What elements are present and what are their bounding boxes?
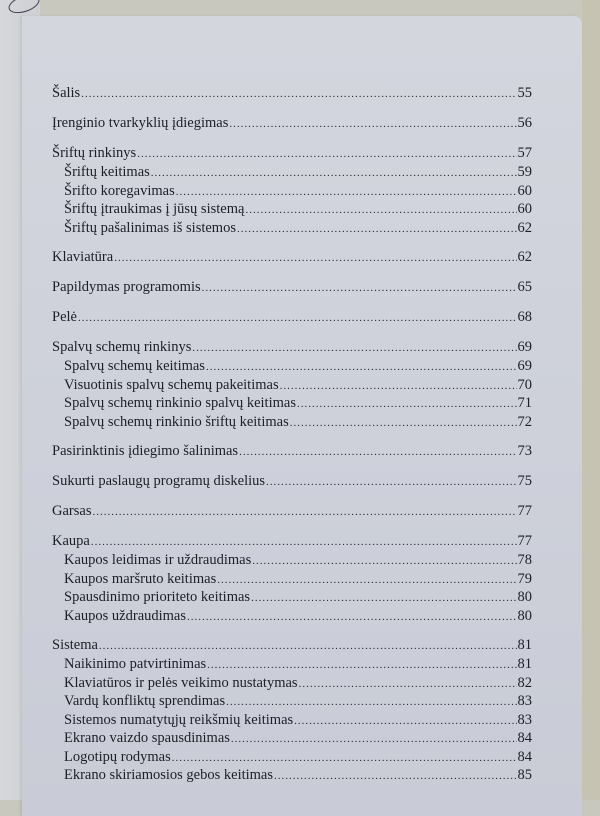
toc-page-number: 81 xyxy=(517,637,532,653)
toc-label: Šriftų rinkinys xyxy=(52,145,137,161)
leader-dots xyxy=(217,572,516,590)
toc-subentry xyxy=(52,201,532,220)
toc-entry xyxy=(52,84,532,104)
toc-label: Papildymas programomis xyxy=(52,279,201,295)
toc-page-number: 80 xyxy=(517,589,532,605)
toc-entry xyxy=(52,248,532,268)
toc-page-number: 60 xyxy=(517,182,532,199)
leader-dots xyxy=(239,443,516,462)
toc-page-number: 80 xyxy=(517,607,532,624)
leader-dots xyxy=(229,115,516,134)
toc-label: Vardų konfliktų sprendimas xyxy=(64,693,226,709)
toc-label: Šriftų pašalinimas iš sistemos xyxy=(64,219,236,236)
leader-dots xyxy=(280,378,517,396)
toc-page-number: 77 xyxy=(517,533,532,549)
toc-label: Pasirinktinis įdiegimo šalinimas xyxy=(52,443,239,459)
leader-dots xyxy=(226,694,516,712)
leader-dots xyxy=(187,609,516,627)
toc-entry xyxy=(52,636,532,656)
leader-dots xyxy=(202,279,517,298)
toc-page-number: 83 xyxy=(517,711,532,728)
toc-label: Naikinimo patvirtinimas xyxy=(64,656,207,672)
toc-page-number: 65 xyxy=(517,279,532,295)
toc-label: Kaupos maršruto keitimas xyxy=(64,570,217,587)
toc-page-number: 69 xyxy=(517,358,532,374)
toc-label: Ekrano vaizdo spausdinimas xyxy=(64,730,230,746)
toc-label: Visuotinis spalvų schemų pakeitimas xyxy=(64,376,279,393)
leader-dots xyxy=(237,221,517,239)
toc-entry xyxy=(52,144,532,164)
toc-page-number: 56 xyxy=(517,115,532,131)
toc-subentry xyxy=(52,608,532,627)
toc-subentry xyxy=(52,767,532,786)
leader-dots xyxy=(91,533,517,552)
leader-dots xyxy=(251,590,516,608)
toc-entry xyxy=(52,278,532,298)
toc-page-number: 70 xyxy=(517,376,532,393)
toc-page-number: 78 xyxy=(517,552,532,568)
leader-dots xyxy=(114,249,516,268)
toc-page-number: 71 xyxy=(517,395,532,411)
toc-label: Spausdinimo prioriteto keitimas xyxy=(64,589,251,605)
toc-page-number: 84 xyxy=(517,748,532,765)
leader-dots xyxy=(266,473,516,492)
toc-label: Spalvų schemų rinkinio spalvų keitimas xyxy=(64,395,296,411)
toc-label: Spalvų schemų keitimas xyxy=(64,358,205,374)
leader-dots xyxy=(231,731,517,749)
toc-page-number: 62 xyxy=(517,219,532,236)
toc-subentry xyxy=(52,749,532,768)
leader-dots xyxy=(207,657,516,675)
toc-subentry xyxy=(52,395,532,414)
leader-dots xyxy=(294,713,516,731)
leader-dots xyxy=(252,553,516,571)
toc-page-number: 72 xyxy=(517,413,532,430)
toc-page-number: 59 xyxy=(517,164,532,180)
toc-label: Sistema xyxy=(52,637,98,653)
leader-dots xyxy=(192,339,516,358)
toc-page-number: 60 xyxy=(517,201,532,217)
leader-dots xyxy=(172,750,517,768)
toc-page-number: 83 xyxy=(517,693,532,709)
toc-subentry xyxy=(52,712,532,731)
toc-label: Šalis xyxy=(52,85,81,101)
background-surface xyxy=(582,0,600,800)
toc-subentry xyxy=(52,589,532,608)
leader-dots xyxy=(245,202,516,220)
toc-subentry xyxy=(52,358,532,377)
leader-dots xyxy=(99,637,517,656)
toc-label: Šrifto koregavimas xyxy=(64,182,175,199)
leader-dots xyxy=(151,165,517,183)
toc-label: Klaviatūra xyxy=(52,249,114,265)
toc-label: Kaupos uždraudimas xyxy=(64,607,187,624)
toc-label: Sistemos numatytųjų reikšmių keitimas xyxy=(64,711,294,728)
toc-subentry xyxy=(52,656,532,675)
toc-label: Klaviatūros ir pelės veikimo nustatymas xyxy=(64,674,298,691)
toc-entry xyxy=(52,472,532,492)
toc-page-number: 82 xyxy=(517,674,532,691)
toc-subentry xyxy=(52,414,532,433)
leader-dots xyxy=(81,85,516,104)
leader-dots xyxy=(92,503,516,522)
toc-entry xyxy=(52,114,532,134)
toc-page-number: 85 xyxy=(517,767,532,783)
toc-label: Kaupa xyxy=(52,533,90,549)
toc-label: Šriftų įtraukimas į jūsų sistemą xyxy=(64,201,245,217)
toc-label: Ekrano skiriamosios gebos keitimas xyxy=(64,767,274,783)
toc-subentry xyxy=(52,552,532,571)
toc-page-number: 79 xyxy=(517,570,532,587)
toc-subentry xyxy=(52,693,532,712)
leader-dots xyxy=(274,768,516,786)
toc-page-number: 84 xyxy=(517,730,532,746)
pen-scribble xyxy=(6,0,41,17)
toc-entry xyxy=(52,442,532,462)
leader-dots xyxy=(290,415,517,433)
leader-dots xyxy=(78,309,517,328)
leader-dots xyxy=(299,676,517,694)
toc-label: Kaupos leidimas ir uždraudimas xyxy=(64,552,252,568)
toc-entry xyxy=(52,308,532,328)
toc-entry xyxy=(52,338,532,358)
toc-page-number: 77 xyxy=(517,503,532,519)
toc-label: Logotipų rodymas xyxy=(64,748,171,765)
toc-subentry xyxy=(52,571,532,590)
toc-entry xyxy=(52,532,532,552)
toc-entry xyxy=(52,502,532,522)
toc-subentry xyxy=(52,220,532,239)
leader-dots xyxy=(176,184,517,202)
toc-label: Pelė xyxy=(52,309,77,325)
toc-label: Spalvų schemų rinkinys xyxy=(52,339,192,355)
toc-label: Šriftų keitimas xyxy=(64,164,150,180)
toc-subentry xyxy=(52,675,532,694)
toc-label: Garsas xyxy=(52,503,92,519)
table-of-contents xyxy=(52,84,532,786)
toc-page-number: 73 xyxy=(517,443,532,459)
toc-label: Spalvų schemų rinkinio šriftų keitimas xyxy=(64,413,289,430)
leader-dots xyxy=(297,396,517,414)
toc-page-number: 75 xyxy=(517,473,532,489)
toc-subentry xyxy=(52,183,532,202)
toc-page-number: 81 xyxy=(517,656,532,672)
leader-dots xyxy=(137,145,516,164)
toc-page-number: 69 xyxy=(517,339,532,355)
toc-page-number: 62 xyxy=(517,249,532,265)
toc-page-number: 68 xyxy=(517,309,532,325)
toc-page-number: 55 xyxy=(517,85,532,101)
toc-subentry xyxy=(52,164,532,183)
leader-dots xyxy=(206,359,517,377)
toc-subentry xyxy=(52,377,532,396)
toc-page-number: 57 xyxy=(517,145,532,161)
toc-subentry xyxy=(52,730,532,749)
toc-label: Sukurti paslaugų programų diskelius xyxy=(52,473,266,489)
toc-label: Įrenginio tvarkyklių įdiegimas xyxy=(52,115,229,131)
